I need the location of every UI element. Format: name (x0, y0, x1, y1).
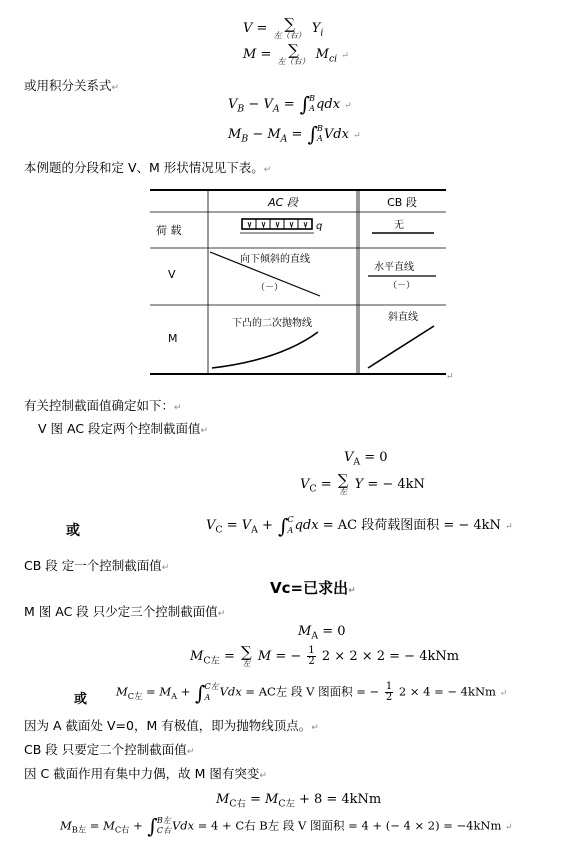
table-row-v: V (168, 268, 176, 281)
eq-vc-sum: $V_C$ = ∑ 左 Y = − 4kN (300, 471, 425, 496)
eq-ma: $M_A = 0$ (298, 624, 346, 642)
text-table-intro: 本例题的分段和定 V、M 形状情况见下表。↵ (24, 160, 272, 175)
v-cb-desc: 水平直线 (374, 262, 414, 273)
m-ac-curve (212, 332, 318, 368)
table-header-ac: AC 段 (268, 196, 298, 209)
text-vc-found: Vc=已求出↵ (270, 579, 356, 597)
text-or: 或 (66, 523, 80, 539)
text-c-couple: 因 C 截面作用有集中力偶，故 M 图有突变↵ (24, 766, 267, 781)
integral-sign: ∫ C A (278, 513, 294, 538)
table-row-m: M (168, 332, 178, 345)
formula-v-integral: $V_B - V_A$ = ∫ B A qdx ↵ (228, 92, 352, 117)
v-ac-sign: （－） (256, 283, 284, 293)
shape-table (150, 182, 450, 380)
integral-sign: ∫ C左 A (195, 680, 219, 705)
table-header-cb: CB 段 (387, 196, 417, 209)
formula-m-integral: $M_B - M_A$ = ∫ B A Vdx ↵ (228, 122, 361, 147)
load-q-label: q (316, 221, 323, 232)
v-cb-sign: （－） (388, 281, 416, 291)
m-cb-line (368, 326, 434, 368)
m-ac-desc: 下凸的二次抛物线 (232, 318, 312, 329)
text-m-ac: M 图 AC 段 只少定三个控制截面值↵ (24, 604, 226, 619)
eq-va: $V_A = 0$ (344, 450, 388, 468)
text-cb-one: CB 段 定一个控制截面值↵ (24, 558, 170, 573)
formula-v-sum: V = ∑ 左（右） $Y_i$ (243, 15, 324, 40)
text-cb-two: CB 段 只要定二个控制截面值↵ (24, 742, 195, 757)
text-v-ac: V 图 AC 段定两个控制截面值↵ (38, 421, 209, 436)
formula-m-sum: M = ∑ 左（右） $M_{ci}$ ↵ (243, 41, 349, 66)
eq-mcl-sum: $M_{C左}$ = ∑ 左 M = − $\frac{1}{2}$ 2 × 2 × 2 = − 4kNm (190, 643, 460, 668)
integral-sign: ∫ B左 C右 (147, 814, 171, 839)
load-none-label: 无 (394, 220, 404, 231)
integral-sign: ∫ B A (307, 122, 323, 147)
m-cb-desc: 斜直线 (388, 312, 418, 323)
table-row-load: 荷 载 (156, 224, 182, 237)
text-because: 因为 A 截面处 V=0，M 有极值，即为抛物线顶点。↵ (24, 718, 319, 733)
eq-vc-integral: $V_C = V_A$ + ∫ C A qdx = AC 段荷载图面积 = − 4kN ↵ (206, 513, 513, 538)
uniform-load-diagram (240, 219, 314, 233)
eq-mcl-integral: $M_{C左} = M_A$ + ∫ C左 A Vdx = AC左 段 V 图面积 = − $\frac{1}{2}$ 2 × 4 = − 4kNm ↵ (116, 680, 508, 705)
text-control-intro: 有关控制截面值确定如下：↵ (24, 398, 182, 413)
eq-mcr: $M_{C右} = M_{C左} + 8 = 4kNm$ (216, 792, 382, 810)
v-ac-desc: 向下倾斜的直线 (240, 254, 310, 265)
text-integral-intro: 或用积分关系式↵ (24, 78, 120, 93)
text-or-2: 或 (74, 692, 88, 707)
eq-mbl: $M_{B左} = M_{C右}$ + ∫ B左 C右 Vdx = 4 + C右 B左 段 V 图面积 = 4 + (− 4 × 2) = −4kNm ↵ (60, 814, 513, 839)
integral-sign: ∫ B A (299, 92, 316, 117)
